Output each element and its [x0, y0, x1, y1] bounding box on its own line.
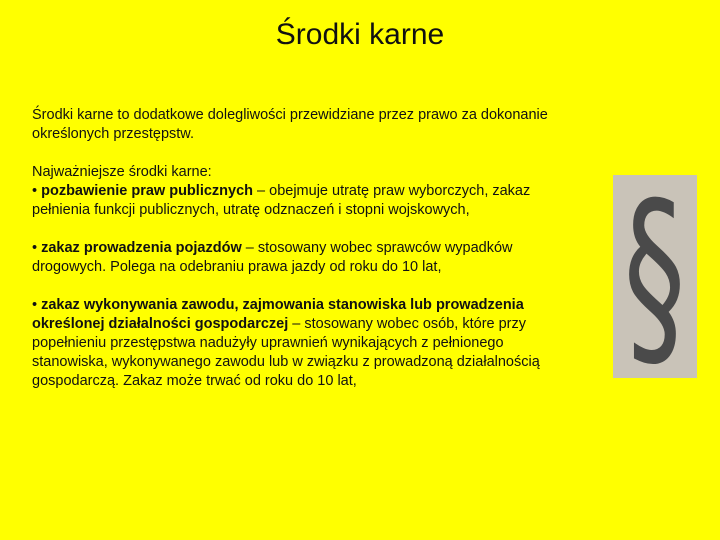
- list-item-term: pozbawienie praw publicznych: [41, 183, 254, 199]
- bullet: •: [32, 297, 42, 313]
- list-item: [32, 182, 582, 220]
- section-sign-icon: [613, 175, 697, 378]
- list-item: [32, 239, 582, 277]
- list-item-text: – obejmuje utratę praw wyborczych, zakaz pełnienia funkcji publicznych, utratę odznaczeń i stopni wojskowych,: [32, 183, 531, 218]
- list-item-text: – stosowany wobec sprawców wypadków drogowych. Polega na odebraniu prawa jazdy od roku do 10 lat,: [32, 240, 513, 275]
- slide-title: Środki karne: [275, 18, 445, 51]
- intro-paragraph: Środki karne to dodatkowe dolegliwości przewidziane przez prawo za dokonanie określonych przestępstw.: [32, 107, 548, 142]
- section-sign-emblem: [613, 175, 697, 378]
- bullet: •: [32, 183, 42, 199]
- bullet: •: [32, 240, 42, 256]
- list-item-text: – stosowany wobec osób, które przy popełnieniu przestępstwa nadużyły uprawnień wynikających z pełnionego stanowiska, wykonywanego zawodu lub w związku z prowadzoną działalnością gospodarczą. Zakaz może trwać od roku do 10 lat,: [32, 316, 540, 389]
- list-item: [32, 296, 582, 391]
- section-sign-glyph: §: [623, 175, 686, 378]
- list-item-term: zakaz wykonywania zawodu, zajmowania stanowiska lub prowadzenia określonej działalności gospodarczej: [32, 297, 524, 332]
- list-item-term: zakaz prowadzenia pojazdów: [41, 240, 242, 256]
- slide-body: [32, 106, 582, 410]
- list-heading: Najważniejsze środki karne:: [32, 164, 212, 180]
